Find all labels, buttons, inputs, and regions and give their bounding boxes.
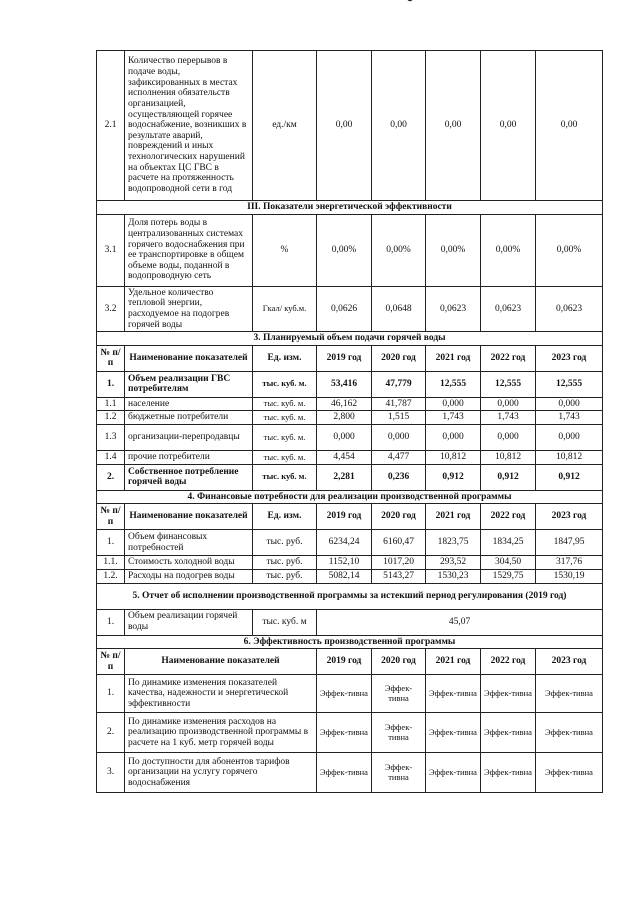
section-title-volume: 3. Планируемый объем подачи горячей воды [97,332,603,346]
unit: % [253,214,317,286]
value-2019: Эффек-тивна [317,713,372,753]
value-2023: 10,812 [536,451,603,465]
row-number: 3. [97,753,125,793]
col-header-2023: 2023 год [536,345,603,371]
table-row [97,753,603,793]
value-2022: 0,000 [481,397,536,411]
row-number: 1.1 [97,397,125,411]
col-header-2022: 2022 год [481,504,536,530]
unit: ед./км [253,51,317,201]
value-2023: Эффек-тивна [536,753,603,793]
header-row [97,504,603,530]
col-header-num: № п/п [97,649,125,675]
unit: тыс. куб. м. [253,371,317,397]
value-2022: 0,00% [481,214,536,286]
value-2022: 0,912 [481,464,536,490]
value-2023: Эффек-тивна [536,675,603,713]
table-row [97,556,603,570]
indicator-name: Объем финансовых потребностей [125,530,253,556]
value-2020: 47,779 [372,371,426,397]
row-number: 2. [97,713,125,753]
value-2020: 0,236 [372,464,426,490]
value-2022: 304,50 [481,556,536,570]
table-row [97,397,603,411]
value-2023: 12,555 [536,371,603,397]
value-2023: 1530,19 [536,569,603,583]
table-row [97,451,603,465]
value-2020: 0,000 [372,425,426,451]
unit: тыс. куб. м. [253,464,317,490]
col-header-2022: 2022 год [481,649,536,675]
row-number: 1.2 [97,411,125,425]
row-number: 1.3 [97,425,125,451]
unit: тыс. куб. м. [253,425,317,451]
row-number: 1.1. [97,556,125,570]
value-2021: 1,743 [426,411,481,425]
production-program-table [96,50,603,793]
value-2019: 6234,24 [317,530,372,556]
table-row [97,464,603,490]
value-2020: 1017,20 [372,556,426,570]
value-2022: 0,000 [481,425,536,451]
value-2020: 5143,27 [372,569,426,583]
col-header-2019: 2019 год [317,504,372,530]
table-row [97,569,603,583]
table-row [97,675,603,713]
unit: тыс. руб. [253,530,317,556]
indicator-name: Удельное количество тепловой энергии, расходуемое на подогрев горячей воды [125,286,253,332]
table-row [97,425,603,451]
value-2019: 0,0626 [317,286,372,332]
col-header-unit: Ед. изм. [253,345,317,371]
value-2023: 0,00% [536,214,603,286]
col-header-name: Наименование показателей [125,504,253,530]
value-2022: Эффек-тивна [481,753,536,793]
indicator-name: По доступности для абонентов тарифов организации на услугу горячего водоснабжения [125,753,317,793]
unit: тыс. руб. [253,569,317,583]
table-row [97,286,603,332]
value-2023: 0,000 [536,397,603,411]
value-2019: 2,800 [317,411,372,425]
indicator-name: Стоимость холодной воды [125,556,253,570]
value-2020: 4,477 [372,451,426,465]
table-row [97,609,603,635]
row-number: 1. [97,675,125,713]
value-2023: 1847,95 [536,530,603,556]
value-2022: Эффек-тивна [481,713,536,753]
value-2021: 0,00 [426,51,481,201]
value-2021: 1530,23 [426,569,481,583]
indicator-name: прочие потребители [125,451,253,465]
row-number: 3.2 [97,286,125,332]
col-header-2022: 2022 год [481,345,536,371]
value-2023: Эффек-тивна [536,713,603,753]
value-2021: 0,00% [426,214,481,286]
value-2019: 53,416 [317,371,372,397]
value-2021: 10,812 [426,451,481,465]
value-2023: 0,0623 [536,286,603,332]
row-number: 1.2. [97,569,125,583]
value-2021: 0,0623 [426,286,481,332]
value-2022: Эффек-тивна [481,675,536,713]
table-row [97,713,603,753]
value-2019: 0,00% [317,214,372,286]
value-2021: 0,000 [426,425,481,451]
value-2021: Эффек-тивна [426,713,481,753]
section-title-report: 5. Отчет об исполнении производственной программы за истекший период регулирования (2019 год) [97,583,603,609]
value-2021: 293,52 [426,556,481,570]
value-2019: Эффек-тивна [317,675,372,713]
indicator-name: Объем реализации ГВС потребителям [125,371,253,397]
col-header-2019: 2019 год [317,345,372,371]
indicator-name: население [125,397,253,411]
value-2023: 317,76 [536,556,603,570]
col-header-2023: 2023 год [536,649,603,675]
value-2023: 1,743 [536,411,603,425]
table-row [97,214,603,286]
unit: тыс. куб. м [253,609,317,635]
row-number: 2. [97,464,125,490]
col-header-2020: 2020 год [372,345,426,371]
row-number: 1. [97,530,125,556]
unit: тыс. куб. м. [253,451,317,465]
table-row [97,411,603,425]
unit: тыс. куб. м. [253,411,317,425]
report-value: 45,07 [317,609,603,635]
value-2022: 0,00 [481,51,536,201]
table-row [97,51,603,201]
indicator-name: организации-перепродавцы [125,425,253,451]
table-row [97,371,603,397]
col-header-name: Наименование показателей [125,345,253,371]
indicator-name: бюджетные потребители [125,411,253,425]
indicator-name: Собственное потребление горячей воды [125,464,253,490]
value-2020: Эффек-тивна [372,713,426,753]
value-2023: 0,000 [536,425,603,451]
value-2022: 1834,25 [481,530,536,556]
value-2019: 0,000 [317,425,372,451]
value-2020: Эффек-тивна [372,675,426,713]
section-title-energy: III. Показатели энергетической эффективности [97,201,603,215]
value-2020: 0,0648 [372,286,426,332]
value-2019: 2,281 [317,464,372,490]
header-row [97,345,603,371]
value-2022: 1529,75 [481,569,536,583]
value-2019: Эффек-тивна [317,753,372,793]
value-2020: 1,515 [372,411,426,425]
section-title-efficiency: 6. Эффективность производственной программы [97,635,603,649]
value-2022: 10,812 [481,451,536,465]
value-2022: 0,0623 [481,286,536,332]
unit: Гкал/ куб.м. [253,286,317,332]
value-2020: 41,787 [372,397,426,411]
value-2021: 0,912 [426,464,481,490]
col-header-2023: 2023 год [536,504,603,530]
value-2020: 0,00 [372,51,426,201]
indicator-name: Количество перерывов в подаче воды, зафиксированных в местах исполнения обязательств организацией, осуществляющей горячее водоснабжение, возникших в результате аварий, повреждений и иных технологических нарушений на объектах ЦС ГВС в расчете на протяженность водопроводной сети в год [125,51,253,201]
value-2020: 0,00% [372,214,426,286]
col-header-2020: 2020 год [372,649,426,675]
indicator-name: По динамике изменения показателей качества, надежности и энергетической эффективности [125,675,317,713]
value-2019: 4,454 [317,451,372,465]
table-row [97,530,603,556]
value-2019: 5082,14 [317,569,372,583]
value-2021: 12,555 [426,371,481,397]
col-header-2021: 2021 год [426,345,481,371]
value-2022: 12,555 [481,371,536,397]
value-2023: 0,00 [536,51,603,201]
row-number: 1. [97,371,125,397]
col-header-2021: 2021 год [426,649,481,675]
row-number: 3.1 [97,214,125,286]
indicator-name: Доля потерь воды в централизованных системах горячего водоснабжения при ее транспортировке в общем объеме воды, поданной в водопроводную сеть [125,214,253,286]
row-number: 2.1 [97,51,125,201]
unit: тыс. куб. м. [253,397,317,411]
col-header-2020: 2020 год [372,504,426,530]
value-2019: 0,00 [317,51,372,201]
value-2020: Эффек-тивна [372,753,426,793]
row-number: 1.4 [97,451,125,465]
col-header-2019: 2019 год [317,649,372,675]
row-number: 1. [97,609,125,635]
col-header-name: Наименование показателей [125,649,317,675]
section-title-finance: 4. Финансовые потребности для реализации производственной программы [97,490,603,504]
col-header-unit: Ед. изм. [253,504,317,530]
value-2021: 1823,75 [426,530,481,556]
value-2023: 0,912 [536,464,603,490]
value-2022: 1,743 [481,411,536,425]
indicator-name: По динамике изменения расходов на реализацию производственной программы в расчете на 1 куб. метр горячей воды [125,713,317,753]
indicator-name: Объем реализации горячей воды [125,609,253,635]
value-2021: 0,000 [426,397,481,411]
page-number-fragment [403,0,417,6]
value-2021: Эффек-тивна [426,753,481,793]
col-header-num: № п/п [97,504,125,530]
value-2019: 1152,10 [317,556,372,570]
value-2021: Эффек-тивна [426,675,481,713]
col-header-num: № п/п [97,345,125,371]
col-header-2021: 2021 год [426,504,481,530]
header-row [97,649,603,675]
unit: тыс. руб. [253,556,317,570]
indicator-name: Расходы на подогрев воды [125,569,253,583]
value-2019: 46,162 [317,397,372,411]
value-2020: 6160,47 [372,530,426,556]
